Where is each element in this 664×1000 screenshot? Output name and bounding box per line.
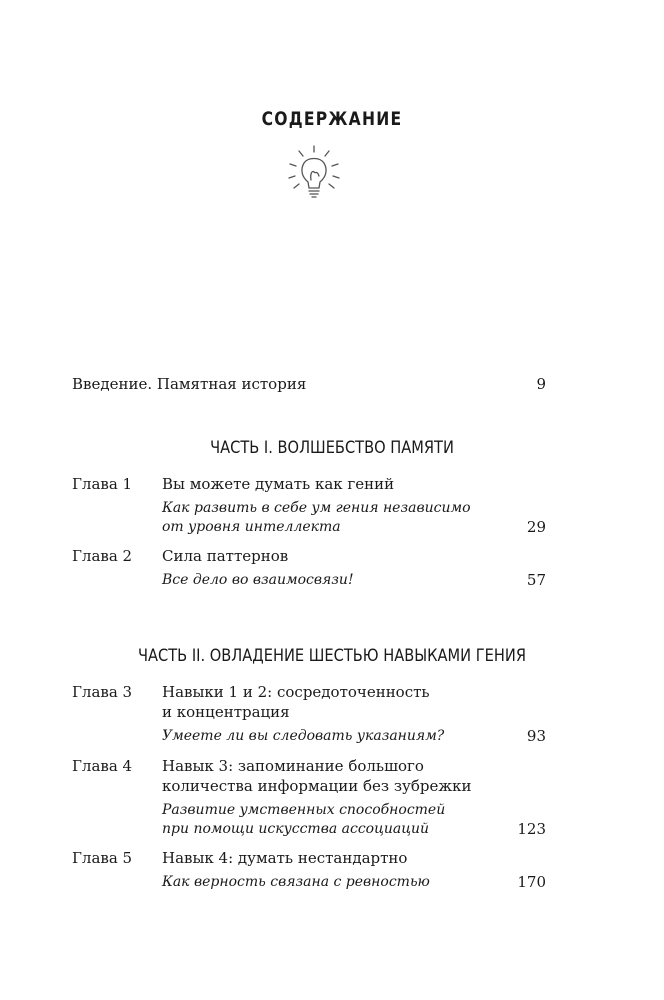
intro-title: Введение. Памятная история — [72, 375, 307, 393]
chapter-4-title: количества информации без зубрежки — [162, 777, 472, 795]
chapter-5-subtitle: Как верность связана с ревностью — [162, 874, 430, 890]
chapter-5-label: Глава 5 — [72, 849, 133, 867]
chapter-3-subtitle: Умеете ли вы следовать указаниям? — [162, 728, 445, 744]
chapter-4-label: Глава 4 — [72, 757, 133, 775]
chapter-1-label: Глава 1 — [72, 475, 133, 493]
chapter-2-subtitle: Все дело во взаимосвязи! — [162, 572, 354, 588]
part-1-heading: ЧАСТЬ I. ВОЛШЕБСТВО ПАМЯТИ — [210, 438, 454, 458]
chapter-2-title: Сила паттернов — [162, 547, 289, 565]
chapter-1-page: 29 — [526, 518, 546, 536]
chapter-5-page: 170 — [517, 873, 546, 891]
chapter-1-subtitle: Как развить в себе ум гения независимо — [162, 500, 471, 516]
chapter-3-title: Навыки 1 и 2: сосредоточенность — [162, 683, 430, 701]
page-title: СОДЕРЖАНИЕ — [261, 108, 403, 130]
chapter-2-page: 57 — [526, 571, 546, 589]
chapter-1-subtitle: от уровня интеллекта — [162, 519, 341, 535]
chapter-3-page: 93 — [526, 727, 546, 745]
chapter-4-subtitle: Развитие умственных способностей — [162, 802, 446, 818]
chapter-3-title: и концентрация — [162, 703, 290, 721]
chapter-2-label: Глава 2 — [72, 547, 133, 565]
chapter-4-title: Навык 3: запоминание большого — [162, 757, 424, 775]
chapter-4-subtitle: при помощи искусства ассоциаций — [162, 821, 430, 837]
lightbulb-icon — [284, 142, 346, 204]
chapter-3-label: Глава 3 — [72, 683, 133, 701]
intro-page: 9 — [536, 375, 546, 393]
chapter-4-page: 123 — [517, 820, 546, 838]
chapter-1-title: Вы можете думать как гений — [162, 475, 395, 493]
part-2-heading: ЧАСТЬ II. ОВЛАДЕНИЕ ШЕСТЬЮ НАВЫКАМИ ГЕНИЯ — [138, 646, 526, 666]
chapter-5-title: Навык 4: думать нестандартно — [162, 849, 408, 867]
